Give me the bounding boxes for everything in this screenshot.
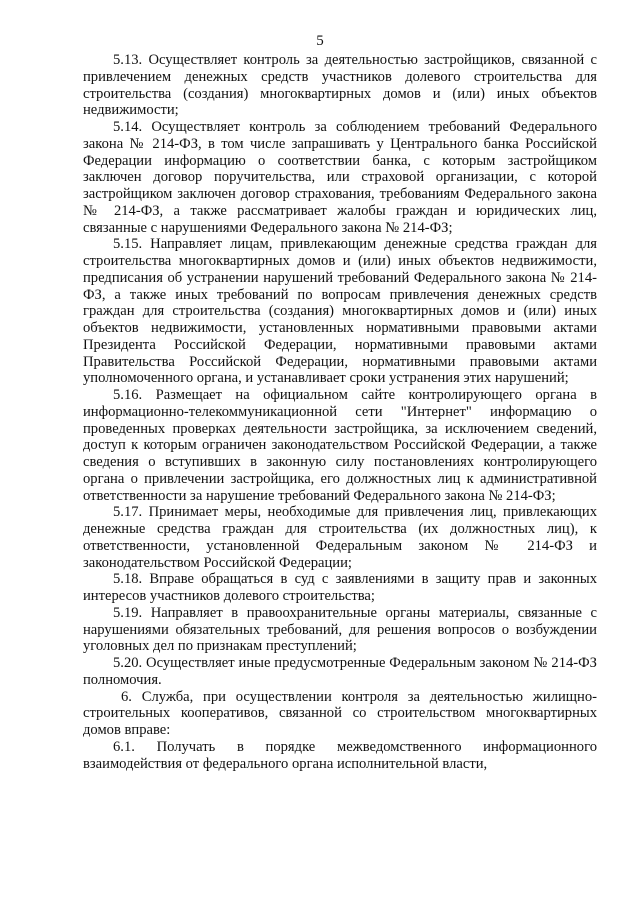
page-number: 5 bbox=[316, 33, 324, 49]
paragraph-5-13: 5.13. Осуществляет контроль за деятельностью застройщиков, связанной с привлечением денежных средств участников долевого строительства для строительства (создания) многоквартирных домов и (или) иных объектов недвижимости; bbox=[83, 52, 597, 119]
paragraph-5-18: 5.18. Вправе обращаться в суд с заявлениями в защиту прав и законных интересов участников долевого строительства; bbox=[83, 571, 597, 604]
paragraph-5-17: 5.17. Принимает меры, необходимые для привлечения лиц, привлекающих денежные средства граждан для строительства (их должностных лиц), к ответственности, установленной Федеральным законом № 214-ФЗ и законодательством Российской Федерации; bbox=[83, 504, 597, 571]
paragraph-5-20: 5.20. Осуществляет иные предусмотренные Федеральным законом № 214-ФЗ полномочия. bbox=[83, 655, 597, 688]
paragraph-6-1: 6.1. Получать в порядке межведомственного информационного взаимодействия от федерального органа исполнительной власти, bbox=[83, 738, 597, 772]
paragraph-5-14: 5.14. Осуществляет контроль за соблюдением требований Федерального закона № 214-ФЗ, в том числе запрашивать у Центрального банка Российской Федерации информацию о соответствии банка, с которым застройщиком заключен договор поручительства, или страховой организации, с которой застройщиком заключен договор страхования, требованиям Федерального закона № 214-ФЗ, а также рассматривает жалобы граждан и юридических лиц, связанные с нарушениями Федерального закона № 214-ФЗ; bbox=[83, 119, 597, 236]
paragraph-5-19: 5.19. Направляет в правоохранительные органы материалы, связанные с нарушениями обязательных требований, для решения вопросов о возбуждении уголовных дел по признакам преступлений; bbox=[83, 604, 597, 655]
paragraph-6: 6. Служба, при осуществлении контроля за деятельностью жилищно-строительных кооперативов, связанной со строительством многоквартирных домов вправе: bbox=[83, 688, 597, 738]
paragraph-5-16: 5.16. Размещает на официальном сайте контролирующего органа в информационно-телекоммуникационной сети "Интернет" информацию о проведенных проверках деятельности застройщика, за исключением сведений, доступ к которым ограничен законодательством Российской Федерации, а также сведения о вступивших в законную силу постановлениях контролирующего органа о привлечении застройщика, его должностных лиц к административной ответственности за нарушение требований Федерального закона № 214-ФЗ; bbox=[83, 387, 597, 504]
document-body bbox=[83, 52, 597, 772]
paragraph-5-15: 5.15. Направляет лицам, привлекающим денежные средства граждан для строительства многоквартирных домов и (или) иных объектов недвижимости, предписания об устранении нарушений требований Федерального закона № 214-ФЗ, а также иных требований по вопросам привлечения денежных средств граждан для строительства (создания) многоквартирных домов и (или) иных объектов недвижимости, установленных нормативными правовыми актами Президента Российской Федерации, нормативными правовыми актами Правительства Российской Федерации, нормативными правовыми актами уполномоченного органа, и устанавливает сроки устранения этих нарушений; bbox=[83, 236, 597, 387]
